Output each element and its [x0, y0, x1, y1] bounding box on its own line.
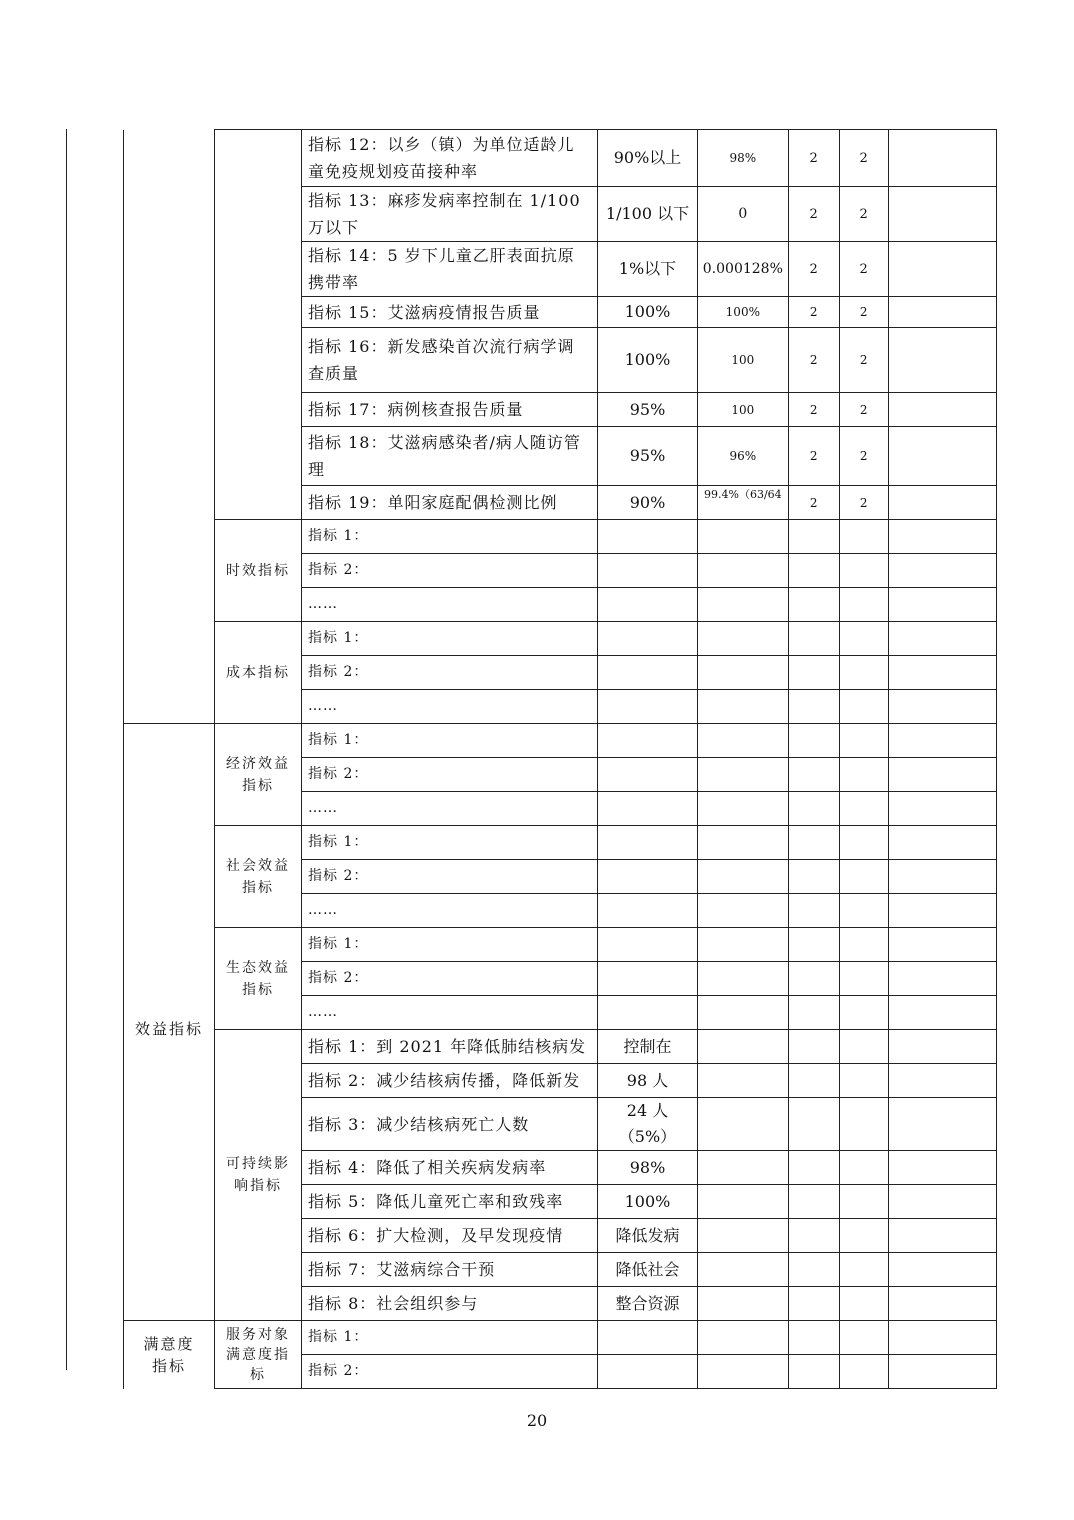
target-cell: 100%: [598, 297, 698, 328]
remark-cell: [888, 1321, 996, 1355]
actual-cell: [698, 622, 789, 656]
weight-cell: 2: [788, 297, 839, 328]
table-row: [124, 1030, 997, 1064]
remark-cell: [888, 962, 996, 996]
score-cell: [839, 690, 888, 724]
target-cell: 100%: [598, 328, 698, 393]
indicator-cell: 指标 8：社会组织参与: [302, 1287, 598, 1321]
indicator-cell: 指标 2：: [302, 758, 598, 792]
weight-cell: [788, 962, 839, 996]
score-cell: [839, 1219, 888, 1253]
score-cell: 2: [839, 328, 888, 393]
weight-cell: 2: [788, 242, 839, 297]
weight-cell: [788, 1219, 839, 1253]
weight-cell: [788, 792, 839, 826]
actual-cell: [698, 1151, 789, 1185]
score-cell: 2: [839, 187, 888, 242]
weight-cell: 2: [788, 328, 839, 393]
indicator-cell: 指标 1：: [302, 928, 598, 962]
weight-cell: 2: [788, 130, 839, 187]
target-cell: [598, 996, 698, 1030]
weight-cell: [788, 724, 839, 758]
remark-cell: [888, 622, 996, 656]
indicator-cell: 指标 7：艾滋病综合干预: [302, 1253, 598, 1287]
remark-cell: [888, 130, 996, 187]
level2-cell-quality-continued: [215, 130, 302, 520]
indicator-cell: 指标 12：以乡（镇）为单位适龄儿童免疫规划疫苗接种率: [302, 130, 598, 187]
indicator-cell: 指标 1：到 2021 年降低肺结核病发: [302, 1030, 598, 1064]
score-cell: [839, 928, 888, 962]
indicator-cell: 指标 17：病例核查报告质量: [302, 393, 598, 427]
score-cell: [839, 554, 888, 588]
page-number: 20: [526, 1411, 548, 1430]
indicator-cell: 指标 19：单阳家庭配偶检测比例: [302, 486, 598, 520]
indicator-cell: 指标 2：减少结核病传播，降低新发: [302, 1064, 598, 1098]
actual-cell: [698, 554, 789, 588]
remark-cell: [888, 1219, 996, 1253]
remark-cell: [888, 792, 996, 826]
remark-cell: [888, 554, 996, 588]
remark-cell: [888, 328, 996, 393]
score-cell: [839, 520, 888, 554]
weight-cell: [788, 1321, 839, 1355]
indicator-cell: 指标 1：: [302, 826, 598, 860]
actual-cell: 0.000128%: [698, 242, 789, 297]
indicator-cell: 指标 2：: [302, 656, 598, 690]
table-row: [124, 520, 997, 554]
level1-cell-output-continued: [124, 130, 215, 724]
target-cell: 98 人: [598, 1064, 698, 1098]
target-cell: 100%: [598, 1185, 698, 1219]
remark-cell: [888, 588, 996, 622]
indicator-cell: ……: [302, 894, 598, 928]
score-cell: 2: [839, 297, 888, 328]
actual-cell: [698, 520, 789, 554]
target-cell: 降低社会: [598, 1253, 698, 1287]
score-cell: [839, 1355, 888, 1389]
actual-cell: [698, 1064, 789, 1098]
remark-cell: [888, 1287, 996, 1321]
target-cell: [598, 928, 698, 962]
actual-cell: [698, 724, 789, 758]
remark-cell: [888, 928, 996, 962]
remark-cell: [888, 242, 996, 297]
remark-cell: [888, 1030, 996, 1064]
weight-cell: 2: [788, 187, 839, 242]
remark-cell: [888, 393, 996, 427]
score-cell: [839, 1321, 888, 1355]
actual-cell: [698, 1355, 789, 1389]
indicator-cell: 指标 1：: [302, 520, 598, 554]
table-row: [124, 622, 997, 656]
indicator-cell: 指标 18：艾滋病感染者/病人随访管理: [302, 427, 598, 486]
level2-cell-timeliness: 时效指标: [215, 520, 302, 622]
actual-cell: [698, 894, 789, 928]
actual-cell: 100: [698, 393, 789, 427]
table-row: [124, 1321, 997, 1355]
score-cell: [839, 1287, 888, 1321]
actual-cell: [698, 486, 789, 520]
indicator-cell: 指标 6：扩大检测，及早发现疫情: [302, 1219, 598, 1253]
table-row: [124, 928, 997, 962]
level2-cell-satisfaction: 服务对象满意度指标: [215, 1321, 302, 1389]
level2-cell-ecological: 生态效益指标: [215, 928, 302, 1030]
remark-cell: [888, 894, 996, 928]
weight-cell: [788, 928, 839, 962]
target-cell: 98%: [598, 1151, 698, 1185]
indicator-cell: 指标 15：艾滋病疫情报告质量: [302, 297, 598, 328]
score-cell: 2: [839, 427, 888, 486]
weight-cell: [788, 1151, 839, 1185]
score-cell: [839, 724, 888, 758]
target-cell: [598, 792, 698, 826]
indicator-cell: 指标 16：新发感染首次流行病学调查质量: [302, 328, 598, 393]
actual-cell: [698, 758, 789, 792]
table-row: [124, 826, 997, 860]
score-cell: [839, 860, 888, 894]
remark-cell: [888, 520, 996, 554]
actual-cell: [698, 962, 789, 996]
score-cell: [839, 826, 888, 860]
weight-cell: [788, 1030, 839, 1064]
actual-cell: [698, 792, 789, 826]
target-cell: 控制在: [598, 1030, 698, 1064]
remark-cell: [888, 1151, 996, 1185]
remark-cell: [888, 1064, 996, 1098]
score-cell: 2: [839, 393, 888, 427]
weight-cell: [788, 894, 839, 928]
target-cell: 90%: [598, 486, 698, 520]
actual-cell: [698, 1287, 789, 1321]
actual-cell: [698, 588, 789, 622]
remark-cell: [888, 1185, 996, 1219]
target-cell: [598, 826, 698, 860]
score-cell: [839, 1253, 888, 1287]
actual-cell: 100: [698, 328, 789, 393]
actual-cell: [698, 656, 789, 690]
weight-cell: [788, 520, 839, 554]
score-cell: [839, 996, 888, 1030]
remark-cell: [888, 996, 996, 1030]
score-cell: [839, 588, 888, 622]
actual-cell: 98%: [698, 130, 789, 187]
indicator-cell: 指标 5：降低儿童死亡率和致残率: [302, 1185, 598, 1219]
table-row: [124, 724, 997, 758]
target-cell: [598, 656, 698, 690]
actual-cell: [698, 826, 789, 860]
target-cell: 90%以上: [598, 130, 698, 187]
target-cell: [598, 724, 698, 758]
indicator-cell: 指标 3：减少结核病死亡人数: [302, 1098, 598, 1151]
table-row: [124, 130, 997, 187]
weight-cell: [788, 996, 839, 1030]
weight-cell: [788, 588, 839, 622]
remark-cell: [888, 486, 996, 520]
score-cell: [839, 1098, 888, 1151]
remark-cell: [888, 427, 996, 486]
level2-cell-cost: 成本指标: [215, 622, 302, 724]
weight-cell: [788, 656, 839, 690]
indicator-cell: ……: [302, 690, 598, 724]
level2-cell-economic: 经济效益指标: [215, 724, 302, 826]
actual-cell: 96%: [698, 427, 789, 486]
target-cell: [598, 962, 698, 996]
score-cell: [839, 1185, 888, 1219]
actual-cell: [698, 928, 789, 962]
target-cell: [598, 1321, 698, 1355]
actual-cell: [698, 1098, 789, 1151]
actual-cell: [698, 1321, 789, 1355]
target-cell: [598, 860, 698, 894]
target-cell: [598, 690, 698, 724]
target-cell: [598, 622, 698, 656]
remark-cell: [888, 826, 996, 860]
weight-cell: [788, 622, 839, 656]
weight-cell: [788, 1185, 839, 1219]
level2-cell-social: 社会效益指标: [215, 826, 302, 928]
actual-cell: [698, 1253, 789, 1287]
indicator-cell: ……: [302, 792, 598, 826]
weight-cell: [788, 826, 839, 860]
remark-cell: [888, 724, 996, 758]
indicator-cell: 指标 14：5 岁下儿童乙肝表面抗原携带率: [302, 242, 598, 297]
remark-cell: [888, 1098, 996, 1151]
indicator-cell: 指标 2：: [302, 554, 598, 588]
weight-cell: [788, 1253, 839, 1287]
score-cell: [839, 962, 888, 996]
weight-cell: [788, 690, 839, 724]
weight-cell: [788, 554, 839, 588]
weight-cell: [788, 860, 839, 894]
weight-cell: 2: [788, 486, 839, 520]
remark-cell: [888, 1253, 996, 1287]
weight-cell: 2: [788, 393, 839, 427]
actual-cell: [698, 1185, 789, 1219]
level2-cell-sustainable: 可持续影响指标: [215, 1030, 302, 1321]
score-cell: [839, 1030, 888, 1064]
actual-cell: [698, 860, 789, 894]
target-cell: [598, 588, 698, 622]
target-cell: [598, 758, 698, 792]
score-cell: [839, 792, 888, 826]
target-cell: 整合资源: [598, 1287, 698, 1321]
remark-cell: [888, 860, 996, 894]
weight-cell: [788, 1355, 839, 1389]
actual-cell: 100%: [698, 297, 789, 328]
indicator-cell: ……: [302, 588, 598, 622]
target-cell: [598, 1355, 698, 1389]
remark-cell: [888, 297, 996, 328]
performance-indicator-table: [123, 129, 997, 1389]
weight-cell: [788, 1287, 839, 1321]
target-cell: 95%: [598, 393, 698, 427]
target-cell: [598, 520, 698, 554]
score-cell: [839, 622, 888, 656]
target-cell: 95%: [598, 427, 698, 486]
indicator-cell: 指标 1：: [302, 1321, 598, 1355]
indicator-cell: 指标 13：麻疹发病率控制在 1/100 万以下: [302, 187, 598, 242]
indicator-cell: 指标 4：降低了相关疾病发病率: [302, 1151, 598, 1185]
score-cell: [839, 1064, 888, 1098]
target-cell: [598, 894, 698, 928]
indicator-cell: 指标 2：: [302, 962, 598, 996]
target-cell: 1%以下: [598, 242, 698, 297]
weight-cell: [788, 1064, 839, 1098]
remark-cell: [888, 656, 996, 690]
actual-value-clipped: 99.4%（63/64: [704, 487, 782, 501]
target-cell: 1/100 以下: [598, 187, 698, 242]
score-cell: 2: [839, 486, 888, 520]
remark-cell: [888, 758, 996, 792]
actual-cell: [698, 690, 789, 724]
level1-cell-satisfaction: 满意度指标: [124, 1321, 215, 1389]
target-cell: [598, 554, 698, 588]
score-cell: [839, 656, 888, 690]
score-cell: 2: [839, 242, 888, 297]
weight-cell: [788, 758, 839, 792]
remark-cell: [888, 690, 996, 724]
score-cell: 2: [839, 130, 888, 187]
actual-cell: [698, 996, 789, 1030]
indicator-cell: 指标 1：: [302, 724, 598, 758]
weight-cell: 2: [788, 427, 839, 486]
weight-cell: [788, 1098, 839, 1151]
indicator-cell: 指标 1：: [302, 622, 598, 656]
indicator-cell: ……: [302, 996, 598, 1030]
score-cell: [839, 1151, 888, 1185]
score-cell: [839, 894, 888, 928]
target-cell: 24 人（5%）: [598, 1098, 698, 1151]
remark-cell: [888, 187, 996, 242]
outer-left-border: [66, 129, 67, 1370]
actual-cell: [698, 1030, 789, 1064]
score-cell: [839, 758, 888, 792]
actual-cell: [698, 1219, 789, 1253]
indicator-cell: 指标 2：: [302, 1355, 598, 1389]
remark-cell: [888, 1355, 996, 1389]
actual-cell: 0: [698, 187, 789, 242]
target-cell: 降低发病: [598, 1219, 698, 1253]
indicator-cell: 指标 2：: [302, 860, 598, 894]
level1-cell-benefit: 效益指标: [124, 724, 215, 1321]
